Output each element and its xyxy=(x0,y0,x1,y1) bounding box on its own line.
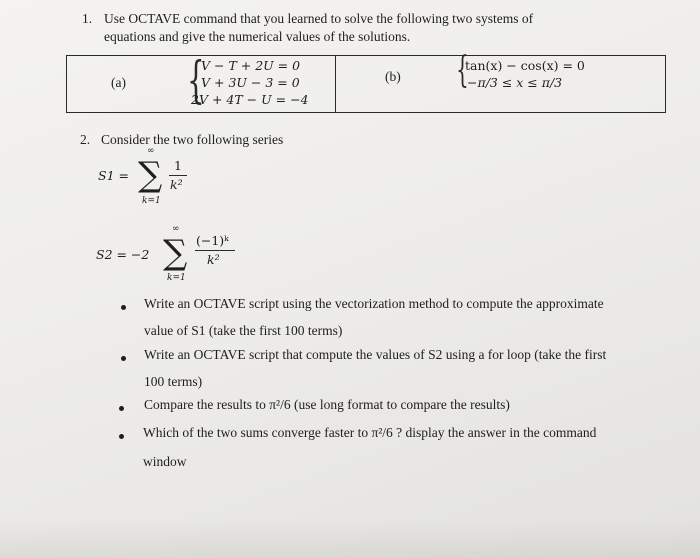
bullet-1-line2: value of S1 (take the first 100 terms) xyxy=(144,323,343,338)
system-a-brace: { xyxy=(187,51,205,109)
paper-shadow xyxy=(0,518,700,558)
bullet-2-line2: 100 terms) xyxy=(144,374,203,389)
bullet-icon xyxy=(121,305,126,310)
s1-sigma-icon: ∑ xyxy=(138,155,163,195)
bullet-icon xyxy=(119,434,124,439)
bullet-2-line1: Write an OCTAVE script that compute the values of S2 using a for loop (take the first xyxy=(144,347,607,362)
system-b-brace: { xyxy=(456,50,469,91)
system-a-eq1: V − T + 2U = 0 xyxy=(201,58,301,73)
system-a-label: (a) xyxy=(111,75,126,90)
systems-table xyxy=(66,50,666,113)
q1-line1: Use OCTAVE command that you learned to solve the following two systems of xyxy=(104,11,534,26)
system-b-label: (b) xyxy=(385,69,401,84)
s2-fraction-bar xyxy=(195,250,235,251)
system-a-eq3: 2V + 4T − U = −4 xyxy=(191,92,309,107)
system-a-eq2: V + 3U − 3 = 0 xyxy=(201,75,300,90)
system-b-eq1: tan(x) − cos(x) = 0 xyxy=(465,58,585,73)
s2-upper-limit: ∞ xyxy=(172,224,180,234)
s1-numerator: 1 xyxy=(174,158,182,173)
bullet-icon xyxy=(119,406,124,411)
s2-lower-limit: k=1 xyxy=(167,273,186,283)
table-divider xyxy=(335,56,336,112)
bullet-icon xyxy=(121,356,126,361)
s2-sigma-icon: ∑ xyxy=(163,233,188,273)
s1-upper-limit: ∞ xyxy=(147,146,155,156)
s2-numerator: (−1)ᵏ xyxy=(196,233,229,248)
s1-lower-limit: k=1 xyxy=(142,196,161,206)
s1-denominator: k² xyxy=(170,177,183,192)
q2-intro: Consider the two following series xyxy=(101,132,284,147)
q2-number: 2. xyxy=(80,132,91,147)
s2-lhs: S2 = −2 xyxy=(96,247,150,262)
s2-denominator: k² xyxy=(207,252,220,267)
s1-lhs: S1 = xyxy=(98,168,129,183)
s1-fraction-bar xyxy=(169,175,187,176)
bullet-4-line1: Which of the two sums converge faster to π²/6 ? display the answer in the command xyxy=(143,425,597,440)
bullet-3-line1: Compare the results to π²/6 (use long format to compare the results) xyxy=(144,397,510,412)
q1-number: 1. xyxy=(82,11,93,26)
system-b-eq2: −π/3 ≤ x ≤ π/3 xyxy=(467,75,563,90)
bullet-1-line1: Write an OCTAVE script using the vectorization method to compute the approximate xyxy=(144,296,604,311)
bullet-4-line2: window xyxy=(143,454,187,469)
q1-line2: equations and give the numerical values of the solutions. xyxy=(104,29,411,44)
